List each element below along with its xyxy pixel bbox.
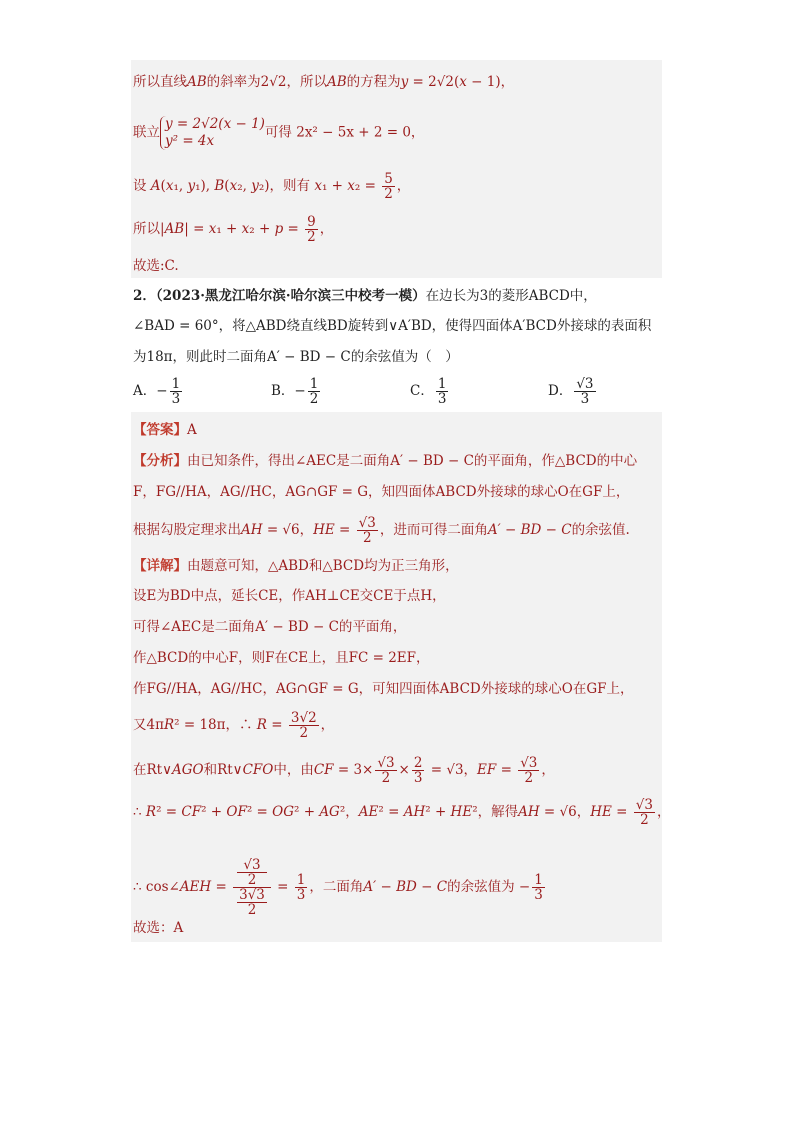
question-number: 2． (133, 288, 156, 304)
detail-line-6: 又4πR² = 18π，∴ R = $\frac{3√2}{2}$ ， (133, 710, 335, 741)
choice-c[interactable]: C． $\frac{1}{3}$ (410, 376, 447, 407)
question-line-3: 为18π，则此时二面角A′ − BD − C的余弦值为（ ） (133, 349, 459, 365)
analysis-line-2: F，FG//HA，AG//HC，AG∩GF = G，知四面体ABCD外接球的球心O在GF上， (133, 484, 630, 500)
analysis-line-3: 根据勾股定理求出AH = √6，HE = $\frac{√3}{2}$ ，进而可得二面角A′ − BD − C的余弦值. (133, 515, 630, 546)
choice-b[interactable]: B．− $\frac{1}{2}$ (271, 376, 319, 407)
solution-line-1: 所以直线AB的斜率为2√2，所以AB的方程为y = 2√2(x − 1)， (133, 74, 515, 90)
solution-line-2 (133, 116, 424, 150)
detail-line-7: 在Rt∨AGO和Rt∨CFO中，由CF = 3× $\frac{√3}{2}$ × $\frac{2}{3}$ = √3，EF = $\frac{√3}{2}$ ， (133, 755, 555, 786)
detail-tag: 【详解】 (133, 558, 187, 574)
detail-line-1: 【详解】由题意可知，△ABD和△BCD均为正三角形， (133, 558, 459, 574)
simultaneous-label: 联立 (133, 124, 160, 141)
analysis-line-1: 【分析】由已知条件，得出∠AEC是二面角A′ − BD − C的平面角，作△BCD的中心 (133, 453, 638, 469)
question-text-1: 在边长为3的菱形ABCD中， (425, 288, 597, 304)
detail-line-9: ∴ cos∠AEH = √3 2 3√3 2 = $\frac{1}{3}$ ，二面角A′ − BD − C的余弦值为 − $\frac{1}{3}$ (133, 857, 543, 918)
solution-line-5: 故选:C. (133, 258, 179, 274)
answer-line (133, 420, 197, 440)
analysis-tag: 【分析】 (133, 453, 187, 469)
detail-line-3: 可得∠AEC是二面角A′ − BD − C的平面角， (133, 619, 407, 635)
equation-system: y = 2√2(x − 1) y² = 4x (160, 116, 265, 150)
quadratic-result: 可得 2x² − 5x + 2 = 0， (264, 124, 425, 141)
answer-tag: 【答案】 (133, 422, 187, 438)
detail-line-2: 设E为BD中点，延长CE，作AH⊥CE交CE于点H， (133, 588, 446, 604)
detail-line-5: 作FG//HA，AG//HC，AG∩GF = G，可知四面体ABCD外接球的球心O在GF上， (133, 681, 634, 697)
choice-d[interactable]: D． $\frac{√3}{3}$ (548, 376, 594, 407)
solution-top-background (131, 60, 662, 278)
solution-line-3: 设 A(x₁, y₁), B(x₂, y₂)，则有 x₁ + x₂ = $\frac{5}{2}$ ， (133, 171, 411, 202)
choice-a[interactable]: A．− $\frac{1}{3}$ (133, 376, 181, 407)
solution-line-4: 所以|AB| = x₁ + x₂ + p = $\frac{9}{2}$ ， (133, 214, 334, 245)
question-line-1 (133, 286, 597, 306)
detail-line-4: 作△BCD的中心F，则F在CE上，且FC = 2EF， (133, 650, 430, 666)
question-line-2: ∠BAD = 60°，将△ABD绕直线BD旋转到∨A′BD，使得四面体A′BCD外接球的表面积 (133, 318, 652, 334)
detail-line-8: ∴ R² = CF² + OF² = OG² + AG²，AE² = AH² + HE²，解得AH = √6，HE = $\frac{√3}{2}$ ， (133, 797, 671, 828)
final-answer: 故选：A (133, 920, 184, 936)
question-source: （2023·黑龙江哈尔滨·哈尔滨三中校考一模） (155, 288, 426, 304)
answer-value: A (187, 422, 197, 438)
